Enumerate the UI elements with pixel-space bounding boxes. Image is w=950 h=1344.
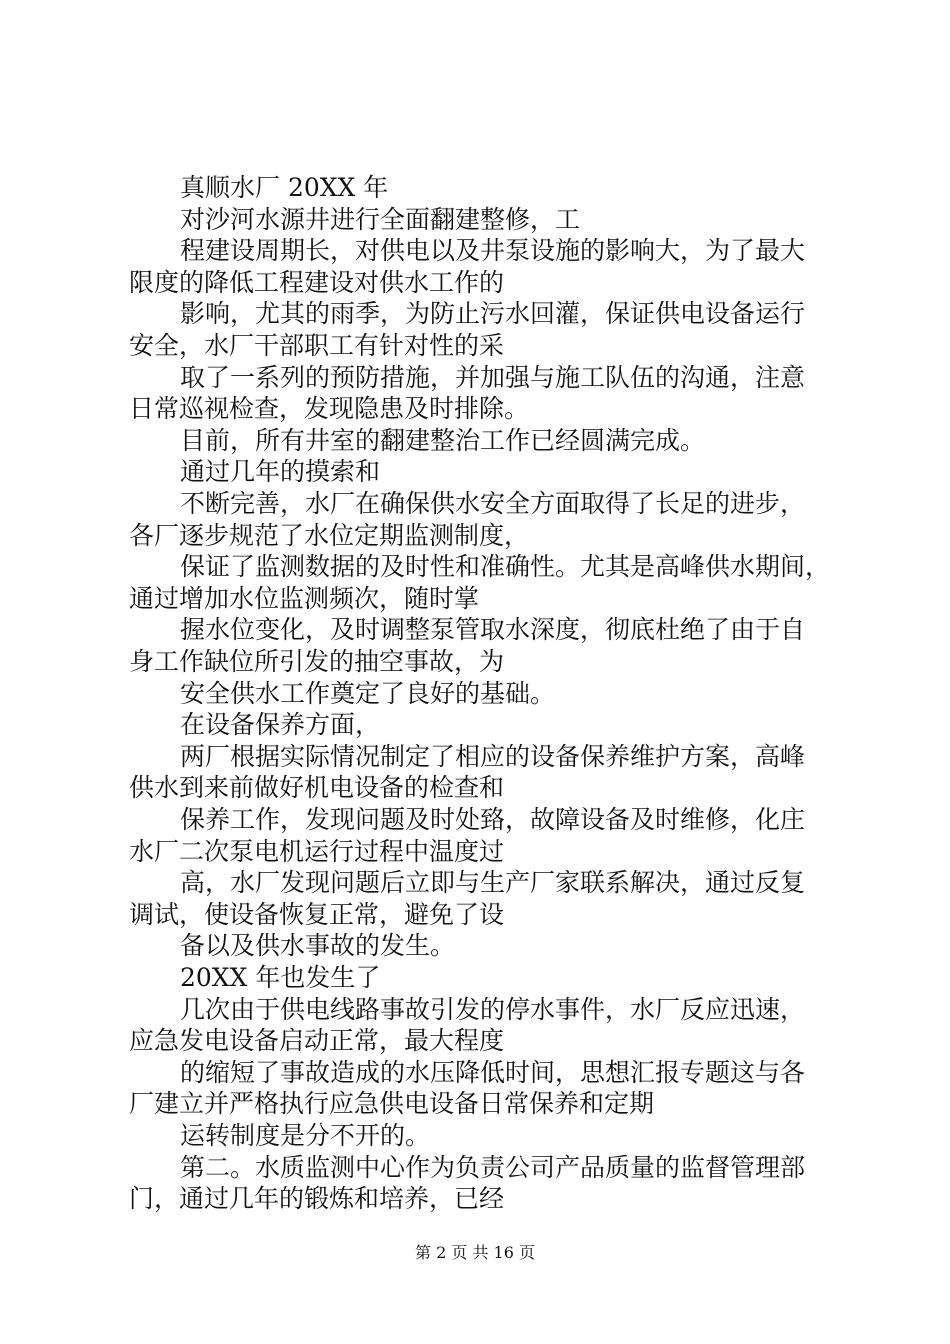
- text-line: 握水位变化，及时调整泵管取水深度，彻底杜绝了由于自: [180, 615, 806, 644]
- text-line: 备以及供水事故的发生。: [180, 931, 456, 960]
- text-line: 门，通过几年的锻炼和培养，已经: [129, 1184, 505, 1213]
- text-line: 通过增加水位监测频次，随时掌: [129, 584, 480, 613]
- text-line: 通过几年的摸索和: [180, 457, 381, 486]
- text-line: 应急发电设备启动正常，最大程度: [129, 1026, 505, 1055]
- text-line: 运转制度是分不开的。: [180, 1121, 431, 1150]
- text-line: 的缩短了事故造成的水压降低时间，思想汇报专题这与各: [180, 1058, 806, 1087]
- text-line: 供水到来前做好机电设备的检查和: [129, 773, 505, 802]
- text-line: 安全供水工作奠定了良好的基础。: [180, 679, 556, 708]
- text-line: 厂建立并严格执行应急供电设备日常保养和定期: [129, 1089, 655, 1118]
- text-line: 第二。水质监测中心作为负责公司产品质量的监督管理部: [180, 1153, 806, 1182]
- text-line: 影响，尤其的雨季，为防止污水回灌，保证供电设备运行: [180, 299, 806, 328]
- text-line: 目前，所有井室的翻建整治工作已经圆满完成。: [180, 426, 706, 455]
- text-line: 水厂二次泵电机运行过程中温度过: [129, 837, 505, 866]
- text-line: 不断完善，水厂在确保供水安全方面取得了长足的进步，: [180, 489, 806, 518]
- text-line: 保证了监测数据的及时性和准确性。尤其是高峰供水期间，: [180, 552, 831, 581]
- text-line: 两厂根据实际情况制定了相应的设备保养维护方案，高峰: [180, 742, 806, 771]
- text-line: 对沙河水源井进行全面翻建整修，工: [180, 205, 581, 234]
- text-line: 几次由于供电线路事故引发的停水事件，水厂反应迅速，: [180, 995, 806, 1024]
- text-line: 调试，使设备恢复正常，避免了设: [129, 900, 505, 929]
- text-line: 20XX 年也发生了: [180, 963, 381, 992]
- text-line: 身工作缺位所引发的抽空事故，为: [129, 647, 505, 676]
- text-line: 高，水厂发现问题后立即与生产厂家联系解决，通过反复: [180, 868, 806, 897]
- text-line: 日常巡视检查，发现隐患及时排除。: [129, 394, 530, 423]
- text-line: 保养工作，发现问题及时处臵，故障设备及时维修，化庄: [180, 805, 806, 834]
- text-line: 各厂逐步规范了水位定期监测制度，: [129, 521, 530, 550]
- text-line: 安全，水厂干部职工有针对性的采: [129, 331, 505, 360]
- text-line: 真顺水厂 20XX 年: [180, 173, 389, 202]
- text-line: 在设备保养方面，: [180, 710, 381, 739]
- page-footer: 第 2 页 共 16 页: [415, 1243, 535, 1262]
- text-line: 取了一系列的预防措施，并加强与施工队伍的沟通，注意: [180, 363, 806, 392]
- text-line: 程建设周期长，对供电以及井泵设施的影响大，为了最大: [180, 236, 806, 265]
- text-line: 限度的降低工程建设对供水工作的: [129, 268, 505, 297]
